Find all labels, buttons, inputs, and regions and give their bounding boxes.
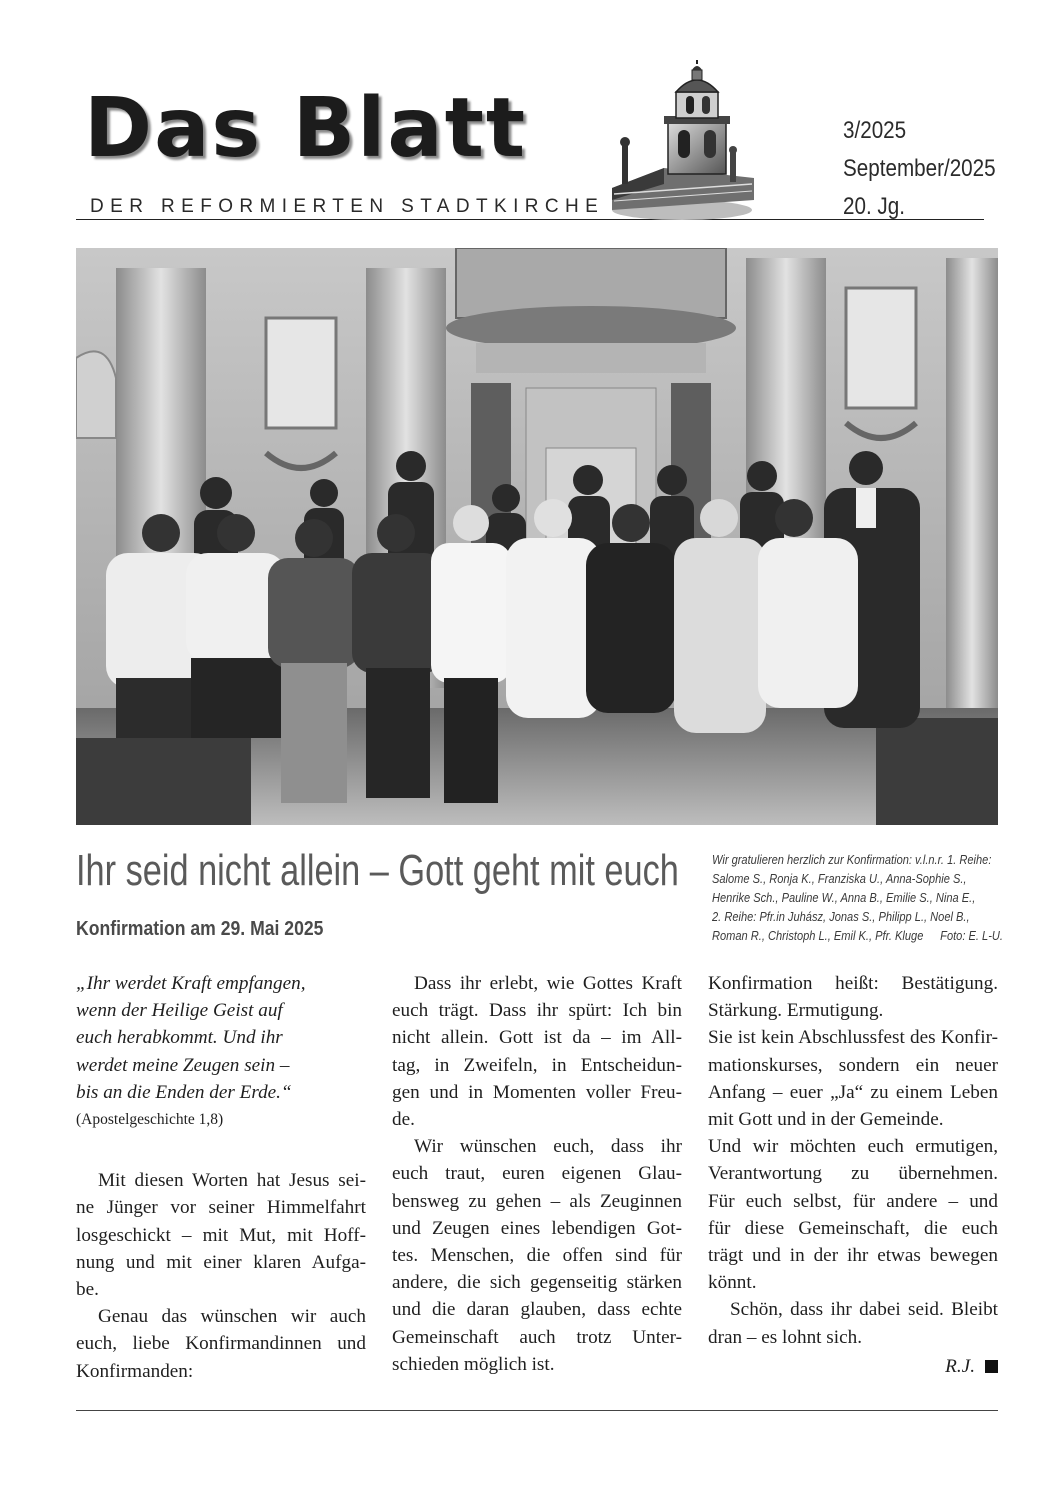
text-line: Stärkung. Ermutigung. xyxy=(708,1000,884,1022)
quote-line: werdet meine Zeugen sein – xyxy=(76,1054,290,1076)
quote-line: euch herabkommt. Und ihr xyxy=(76,1027,283,1049)
photo-credit: Foto: E. L-U. xyxy=(940,928,1003,943)
text-line: für diese Gemeinschaft, die euch xyxy=(708,1217,998,1239)
text-line: losgeschickt – mit Mut, mit Hoff- xyxy=(76,1224,366,1246)
text-line: Konfirmation heißt: Bestätigung. xyxy=(708,973,998,994)
text-line: und Zeugen eines lebendigen Got- xyxy=(392,1217,682,1239)
bottom-rule xyxy=(76,1410,998,1411)
text-line: mationskurses, sondern ein neuer xyxy=(708,1054,998,1076)
text-line: Mit diesen Worten hat Jesus sei- xyxy=(98,1170,366,1192)
quote-line: bis an die Enden der Erde.“ xyxy=(76,1081,292,1103)
text-line: Verantwortung zu übernehmen. xyxy=(708,1163,998,1185)
article-headline: Ihr seid nicht allein – Gott geht mit euch xyxy=(76,846,679,895)
paragraph xyxy=(76,1167,366,1303)
masthead-title: Das Blatt xyxy=(84,81,528,176)
text-line: Wir wünschen euch, dass ihr xyxy=(414,1136,682,1158)
masthead-subtitle: DER REFORMIERTEN STADTKIRCHE xyxy=(90,196,605,217)
issue-volume: 20. Jg. xyxy=(843,193,905,220)
text-line: dran – es lohnt sich. xyxy=(708,1326,863,1348)
text-line: euch traut, euren eigenen Glau- xyxy=(392,1163,682,1185)
caption-line-text: Roman R., Christoph L., Emil K., Pfr. Kluge xyxy=(712,928,924,943)
issue-date: September/2025 xyxy=(843,155,996,182)
text-line: Dass ihr erlebt, wie Gottes Kraft xyxy=(414,973,682,994)
text-line: nicht allein. Gott ist da – im All- xyxy=(392,1027,682,1049)
text-line: Sie ist kein Abschlussfest des Konfir- xyxy=(708,1027,998,1049)
text-line: könnt. xyxy=(708,1272,757,1294)
church-tower-logo xyxy=(604,60,754,225)
text-line: gen und in Momenten voller Freu- xyxy=(392,1081,682,1103)
article-column-1 xyxy=(76,970,366,1385)
signature-text: R.J. xyxy=(945,1355,975,1377)
author-signature xyxy=(708,1353,998,1380)
caption-line: Salome S., Ronja K., Franziska U., Anna-Sophie S., xyxy=(712,871,967,886)
paragraph-gap xyxy=(76,1133,366,1167)
text-line: mit Gott und in der Gemeinde. xyxy=(708,1109,944,1131)
text-line: be. xyxy=(76,1279,99,1301)
paragraph xyxy=(708,1133,998,1296)
text-line: Und wir möchten euch ermutigen, xyxy=(708,1136,998,1158)
quote-line: „Ihr werdet Kraft empfangen, xyxy=(76,973,306,994)
article-subheadline: Konfirmation am 29. Mai 2025 xyxy=(76,918,324,940)
paragraph xyxy=(708,970,998,1024)
text-line: nung und mit einer klaren Aufga- xyxy=(76,1251,366,1273)
quote-source: (Apostelgeschichte 1,8) xyxy=(76,1111,224,1129)
text-line: Genau das wünschen wir auch xyxy=(98,1306,366,1328)
text-line: Gemeinschaft auch trotz Unter- xyxy=(392,1326,682,1348)
caption-line: 2. Reihe: Pfr.in Juhász, Jonas S., Philipp L., Noel B., xyxy=(712,909,970,924)
photo-caption xyxy=(712,850,1003,945)
caption-line: Wir gratulieren herzlich zur Konfirmation: v.l.n.r. 1. Reihe: xyxy=(712,852,992,867)
paragraph xyxy=(708,1024,998,1133)
text-line: trägt und in der ihr etwas bewegen xyxy=(708,1245,998,1267)
quote-line: wenn der Heilige Geist auf xyxy=(76,1000,283,1022)
paragraph xyxy=(76,1303,366,1385)
text-line: Konfirmanden: xyxy=(76,1360,194,1382)
text-line: bensweg zu gehen – als Zeuginnen xyxy=(392,1190,682,1212)
article-column-2 xyxy=(392,970,682,1378)
end-mark-icon xyxy=(985,1360,998,1373)
paragraph xyxy=(392,1133,682,1378)
paragraph xyxy=(708,1296,998,1350)
text-line: Für euch selbst, für andere – und xyxy=(708,1190,998,1212)
bible-quote xyxy=(76,970,366,1106)
text-line: Schön, dass ihr dabei seid. Bleibt xyxy=(730,1299,998,1321)
text-line: euch, liebe Konfirmandinnen und xyxy=(76,1333,366,1355)
text-line: euch trägt. Dass ihr spürt: Ich bin xyxy=(392,1000,682,1022)
text-line: ne Jünger vor seiner Himmelfahrt xyxy=(76,1197,366,1219)
article-column-3 xyxy=(708,970,998,1380)
text-line: tag, in Zweifeln, in Entscheidun- xyxy=(392,1054,682,1076)
caption-line xyxy=(712,926,1003,945)
text-line: tes. Menschen, die offen sind für xyxy=(392,1245,682,1267)
issue-number: 3/2025 xyxy=(843,117,907,144)
text-line: Anfang – euer „Ja“ zu einem Leben xyxy=(708,1081,998,1103)
paragraph xyxy=(392,970,682,1133)
text-line: de. xyxy=(392,1109,415,1131)
text-line: und die daran glauben, dass echte xyxy=(392,1299,682,1321)
issue-info xyxy=(843,112,1020,226)
text-line: schieden möglich ist. xyxy=(392,1353,555,1375)
text-line: andere, die sich gegenseitig stärken xyxy=(392,1272,682,1294)
confirmation-group-photo xyxy=(76,248,998,825)
caption-line: Henrike Sch., Pauline W., Anna B., Emilie S., Nina E., xyxy=(712,890,976,905)
